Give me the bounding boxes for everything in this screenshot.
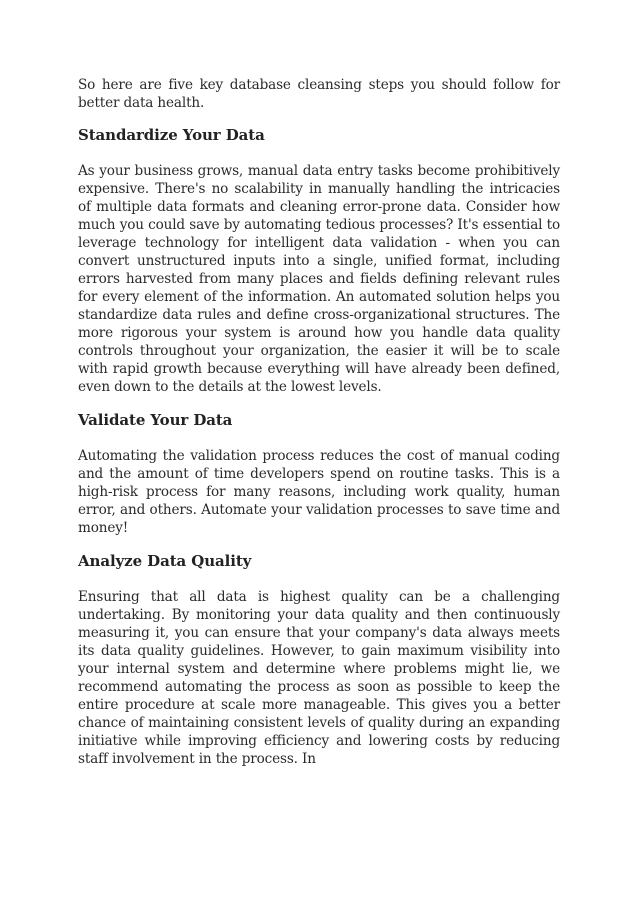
section-heading-validate: Validate Your Data xyxy=(78,411,233,429)
section-heading-standardize: Standardize Your Data xyxy=(78,126,265,144)
section-body-standardize: As your business grows, manual data entry tasks become prohibitively expensive. There's no scalability in manually handling the intricacies of multiple data formats and cleaning error-prone data. Consider how much you could save by automating tedious processes? It's essential to leverage technology for intelligent data validation - when you can convert unstructured inputs into a single, unified format, including errors harvested from many places and fields defining relevant rules for every element of the information. An automated solution helps you standardize data rules and define cross-organizational structures. The more rigorous your system is around how you handle data quality controls throughout your organization, the easier it will be to scale with rapid growth because everything will have already been defined, even down to the details at the lowest levels. xyxy=(78,163,560,395)
section-body-validate: Automating the validation process reduces the cost of manual coding and the amount of time developers spend on routine tasks. This is a high-risk process for many reasons, including work quality, human error, and others. Automate your validation processes to save time and money! xyxy=(78,448,560,536)
intro-paragraph: So here are five key database cleansing steps you should follow for better data health. xyxy=(78,77,560,111)
section-heading-analyze: Analyze Data Quality xyxy=(78,552,252,570)
section-body-analyze: Ensuring that all data is highest quality can be a challenging undertaking. By monitoring your data quality and then continuously measuring it, you can ensure that your company's data always meets its data quality guidelines. However, to gain maximum visibility into your internal system and determine where problems might lie, we recommend automating the process as soon as possible to keep the entire procedure at scale more manageable. This gives you a better chance of maintaining consistent levels of quality during an expanding initiative while improving efficiency and lowering costs by reducing staff involvement in the process. In xyxy=(78,589,560,767)
document-page xyxy=(78,76,560,783)
